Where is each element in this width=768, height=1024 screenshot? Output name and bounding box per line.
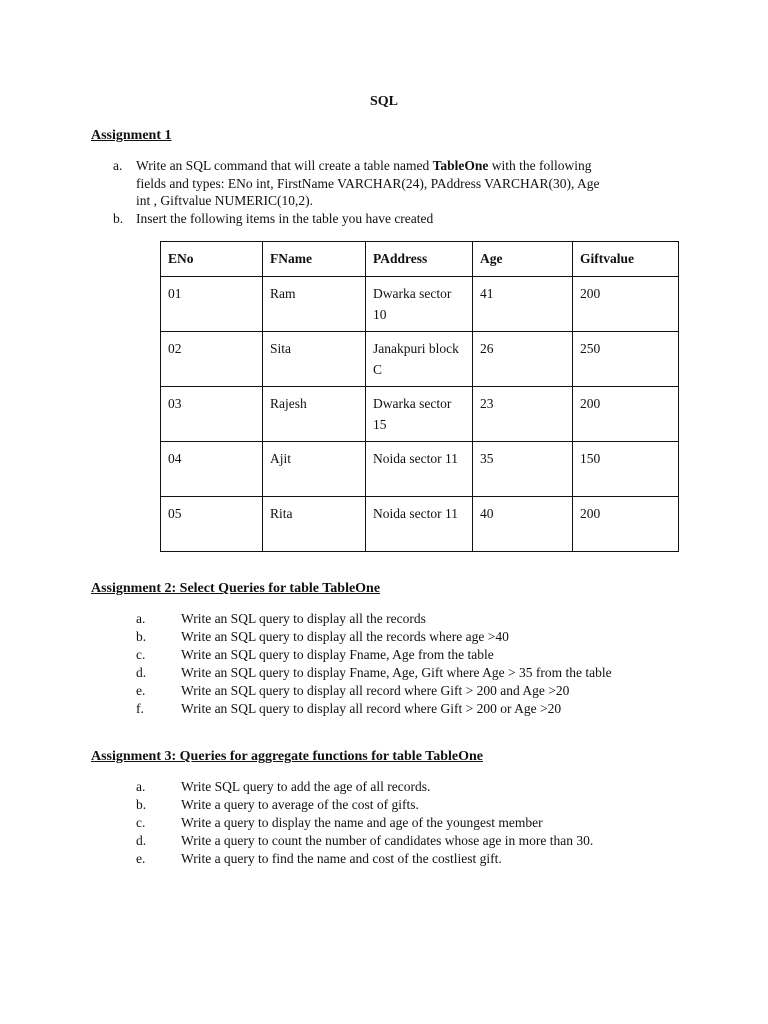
list-item-text: Write a query to count the number of candidates whose age in more than 30.	[181, 833, 594, 848]
list-marker: f.	[136, 701, 144, 716]
assignment-2-heading: Assignment 2: Select Queries for table TableOne	[91, 581, 381, 596]
list-item-text: Write an SQL query to display all the records where age >40	[181, 629, 509, 644]
table-cell: 200	[573, 387, 679, 442]
table-cell: 01	[161, 277, 263, 332]
list-item-text: Write an SQL query to display all the records	[181, 611, 426, 626]
column-header: FName	[263, 242, 366, 277]
table-header-row	[161, 242, 679, 277]
column-header: Age	[473, 242, 573, 277]
table-cell: 250	[573, 332, 679, 387]
table-cell: 04	[161, 442, 263, 497]
list-item-text: Write SQL query to add the age of all records.	[181, 779, 431, 794]
table-row	[161, 497, 679, 552]
text-segment: with the following	[488, 158, 592, 173]
list-item-text: Write a query to average of the cost of gifts.	[181, 797, 419, 812]
table-cell: Rajesh	[263, 387, 366, 442]
list-marker: a.	[113, 158, 123, 173]
column-header: Giftvalue	[573, 242, 679, 277]
table-row	[161, 387, 679, 442]
list-item-text: fields and types: ENo int, FirstName VARCHAR(24), PAddress VARCHAR(30), Age	[136, 176, 600, 191]
table-cell: 23	[473, 387, 573, 442]
column-header: PAddress	[366, 242, 473, 277]
table-cell: Ram	[263, 277, 366, 332]
table-cell: 150	[573, 442, 679, 497]
page-title: SQL	[369, 94, 398, 109]
list-marker: c.	[136, 647, 146, 662]
table-cell: 41	[473, 277, 573, 332]
table-cell: 35	[473, 442, 573, 497]
table-cell: Noida sector 11	[366, 497, 473, 552]
list-marker: c.	[136, 815, 146, 830]
list-marker: d.	[136, 833, 147, 848]
list-marker: b.	[136, 797, 147, 812]
table-cell: 200	[573, 497, 679, 552]
table-cell: Janakpuri block C	[366, 332, 473, 387]
list-item-text: int , Giftvalue NUMERIC(10,2).	[136, 193, 313, 208]
table-cell: 200	[573, 277, 679, 332]
list-marker: b.	[113, 211, 124, 226]
table-row	[161, 332, 679, 387]
list-item-text: Write an SQL query to display all record where Gift > 200 or Age >20	[181, 701, 562, 716]
table-cell: 02	[161, 332, 263, 387]
text-segment: Write an SQL command that will create a table named	[136, 158, 433, 173]
table-row	[161, 442, 679, 497]
table-cell: Ajit	[263, 442, 366, 497]
list-marker: d.	[136, 665, 147, 680]
table-cell: 26	[473, 332, 573, 387]
table-cell: Dwarka sector 15	[366, 387, 473, 442]
list-marker: a.	[136, 611, 146, 626]
list-marker: b.	[136, 629, 147, 644]
list-item-text: Write a query to find the name and cost of the costliest gift.	[181, 851, 502, 866]
table-cell: 03	[161, 387, 263, 442]
list-item-text: Write an SQL query to display all record where Gift > 200 and Age >20	[181, 683, 570, 698]
table-cell: Sita	[263, 332, 366, 387]
assignment-3-heading: Assignment 3: Queries for aggregate functions for table TableOne	[91, 749, 483, 764]
list-item-text: Write a query to display the name and age of the youngest member	[181, 815, 543, 830]
assignment-1-heading: Assignment 1	[91, 128, 172, 143]
list-marker: e.	[136, 851, 146, 866]
table-row	[161, 277, 679, 332]
data-table	[160, 241, 679, 552]
table-cell: Rita	[263, 497, 366, 552]
table-cell: 40	[473, 497, 573, 552]
table-cell: Dwarka sector 10	[366, 277, 473, 332]
list-item-text: Insert the following items in the table you have created	[136, 211, 434, 226]
column-header: ENo	[161, 242, 263, 277]
list-marker: e.	[136, 683, 146, 698]
list-marker: a.	[136, 779, 146, 794]
list-item-text	[136, 157, 592, 175]
list-item-text: Write an SQL query to display Fname, Age, Gift where Age > 35 from the table	[181, 665, 612, 680]
table-cell: Noida sector 11	[366, 442, 473, 497]
table-cell: 05	[161, 497, 263, 552]
table-name-emphasis: TableOne	[432, 158, 489, 173]
list-item-text: Write an SQL query to display Fname, Age from the table	[181, 647, 494, 662]
